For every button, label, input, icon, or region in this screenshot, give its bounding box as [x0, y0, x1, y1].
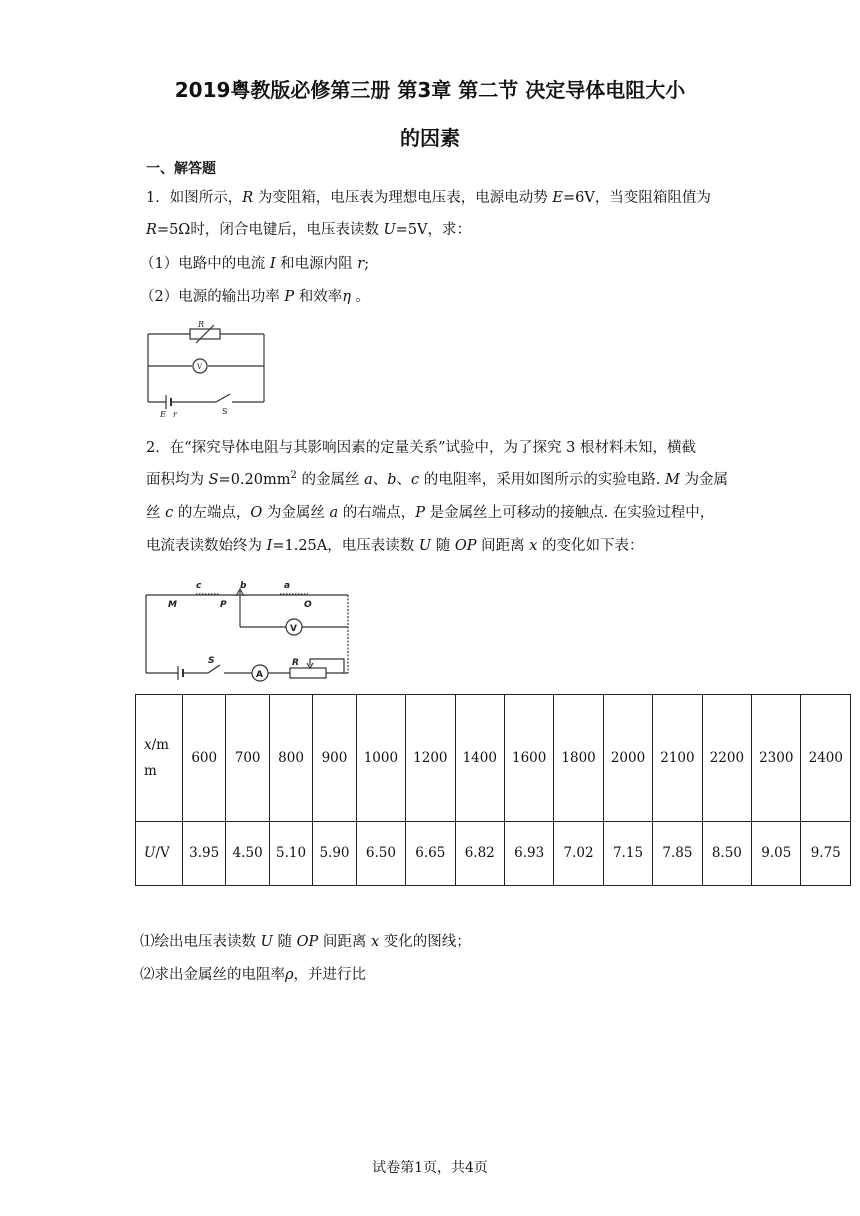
table-header-u: U/V	[136, 821, 183, 885]
q2-label-P: P	[220, 600, 227, 610]
table-row-x	[136, 695, 851, 822]
q1-label-E: E	[160, 410, 166, 419]
table-header-x: x/m m	[136, 695, 183, 822]
table-cell: 3.95	[183, 821, 226, 885]
table-cell: 5.10	[269, 821, 312, 885]
table-cell: 1800	[554, 695, 603, 822]
table-cell: 1000	[356, 695, 405, 822]
q1-label-r: r	[173, 410, 177, 419]
q2-label-A: A	[256, 670, 263, 680]
page-footer: 试卷第1页，共4页	[372, 1160, 488, 1176]
table-cell: 9.05	[752, 821, 801, 885]
q2-label-a: a	[284, 581, 291, 591]
q2-label-V: V	[290, 624, 297, 634]
table-cell: 800	[269, 695, 312, 822]
q2-line4: 电流表读数始终为 I=1.25A，电压表读数 U 随 OP 间距离 x 的变化如下表：	[146, 538, 644, 554]
table-cell: 7.02	[554, 821, 603, 885]
q2-line1: 2．在“探究导体电阻与其影响因素的定量关系”试验中，为了探究 3 根材料未知，横截	[146, 440, 696, 456]
table-cell: 6.50	[356, 821, 405, 885]
table-cell: 600	[183, 695, 226, 822]
q1-circuit-figure	[140, 318, 270, 420]
table-cell: 4.50	[226, 821, 269, 885]
table-cell: 1400	[455, 695, 504, 822]
table-cell: 6.65	[406, 821, 455, 885]
table-cell: 700	[226, 695, 269, 822]
table-cell: 2000	[603, 695, 652, 822]
table-cell: 1200	[406, 695, 455, 822]
q2-line2: 面积均为 $S=0.20mm^2$ 的金属丝 a、b、c 的电阻率，采用如图所示的实验电路. M 为金属	[146, 470, 728, 488]
q2-sub2: ⑵求出金属丝的电阻率ρ，并进行比	[140, 967, 367, 983]
q2-circuit-figure	[140, 577, 356, 689]
table-cell: 2300	[752, 695, 801, 822]
q1-label-V: V	[197, 363, 203, 371]
doc-title-line2: 的因素	[400, 126, 460, 150]
q2-label-b: b	[240, 581, 247, 591]
section-heading: 一、解答题	[146, 161, 216, 177]
table-cell: 7.85	[653, 821, 702, 885]
q2-sub1: ⑴绘出电压表读数 U 随 OP 间距离 x 变化的图线；	[140, 934, 471, 950]
table-cell: 6.93	[504, 821, 553, 885]
table-cell: 6.82	[455, 821, 504, 885]
q1-line2: R=5Ω时，闭合电键后，电压表读数 U=5V，求：	[146, 222, 472, 238]
table-cell: 9.75	[801, 821, 851, 885]
q2-label-S: S	[208, 656, 215, 666]
data-table	[135, 694, 851, 886]
doc-title-line1: 2019粤教版必修第三册 第3章 第二节 决定导体电阻大小	[174, 78, 686, 102]
q1-label-R: R	[198, 320, 205, 329]
q2-label-O: O	[304, 600, 312, 610]
q1-line1: 1．如图所示，R 为变阻箱，电压表为理想电压表，电源电动势 E=6V，当变阻箱阻值为	[146, 190, 711, 206]
table-cell: 2200	[702, 695, 751, 822]
q2-label-c: c	[196, 581, 202, 591]
table-cell: 5.90	[313, 821, 356, 885]
q2-label-M: M	[168, 600, 177, 610]
q2-label-R: R	[292, 658, 299, 668]
table-cell: 2400	[801, 695, 851, 822]
q1-sub1: （1）电路中的电流 I 和电源内阻 r;	[140, 256, 370, 272]
table-cell: 2100	[653, 695, 702, 822]
table-row-u	[136, 821, 851, 885]
q1-label-S: S	[222, 407, 228, 416]
q2-line3: 丝 c 的左端点，O 为金属丝 a 的右端点，P 是金属丝上可移动的接触点. 在实验过程中，	[146, 505, 715, 521]
table-cell: 8.50	[702, 821, 751, 885]
table-cell: 900	[313, 695, 356, 822]
q1-sub2: （2）电源的输出功率 P 和效率η 。	[140, 289, 371, 305]
table-cell: 7.15	[603, 821, 652, 885]
table-cell: 1600	[504, 695, 553, 822]
